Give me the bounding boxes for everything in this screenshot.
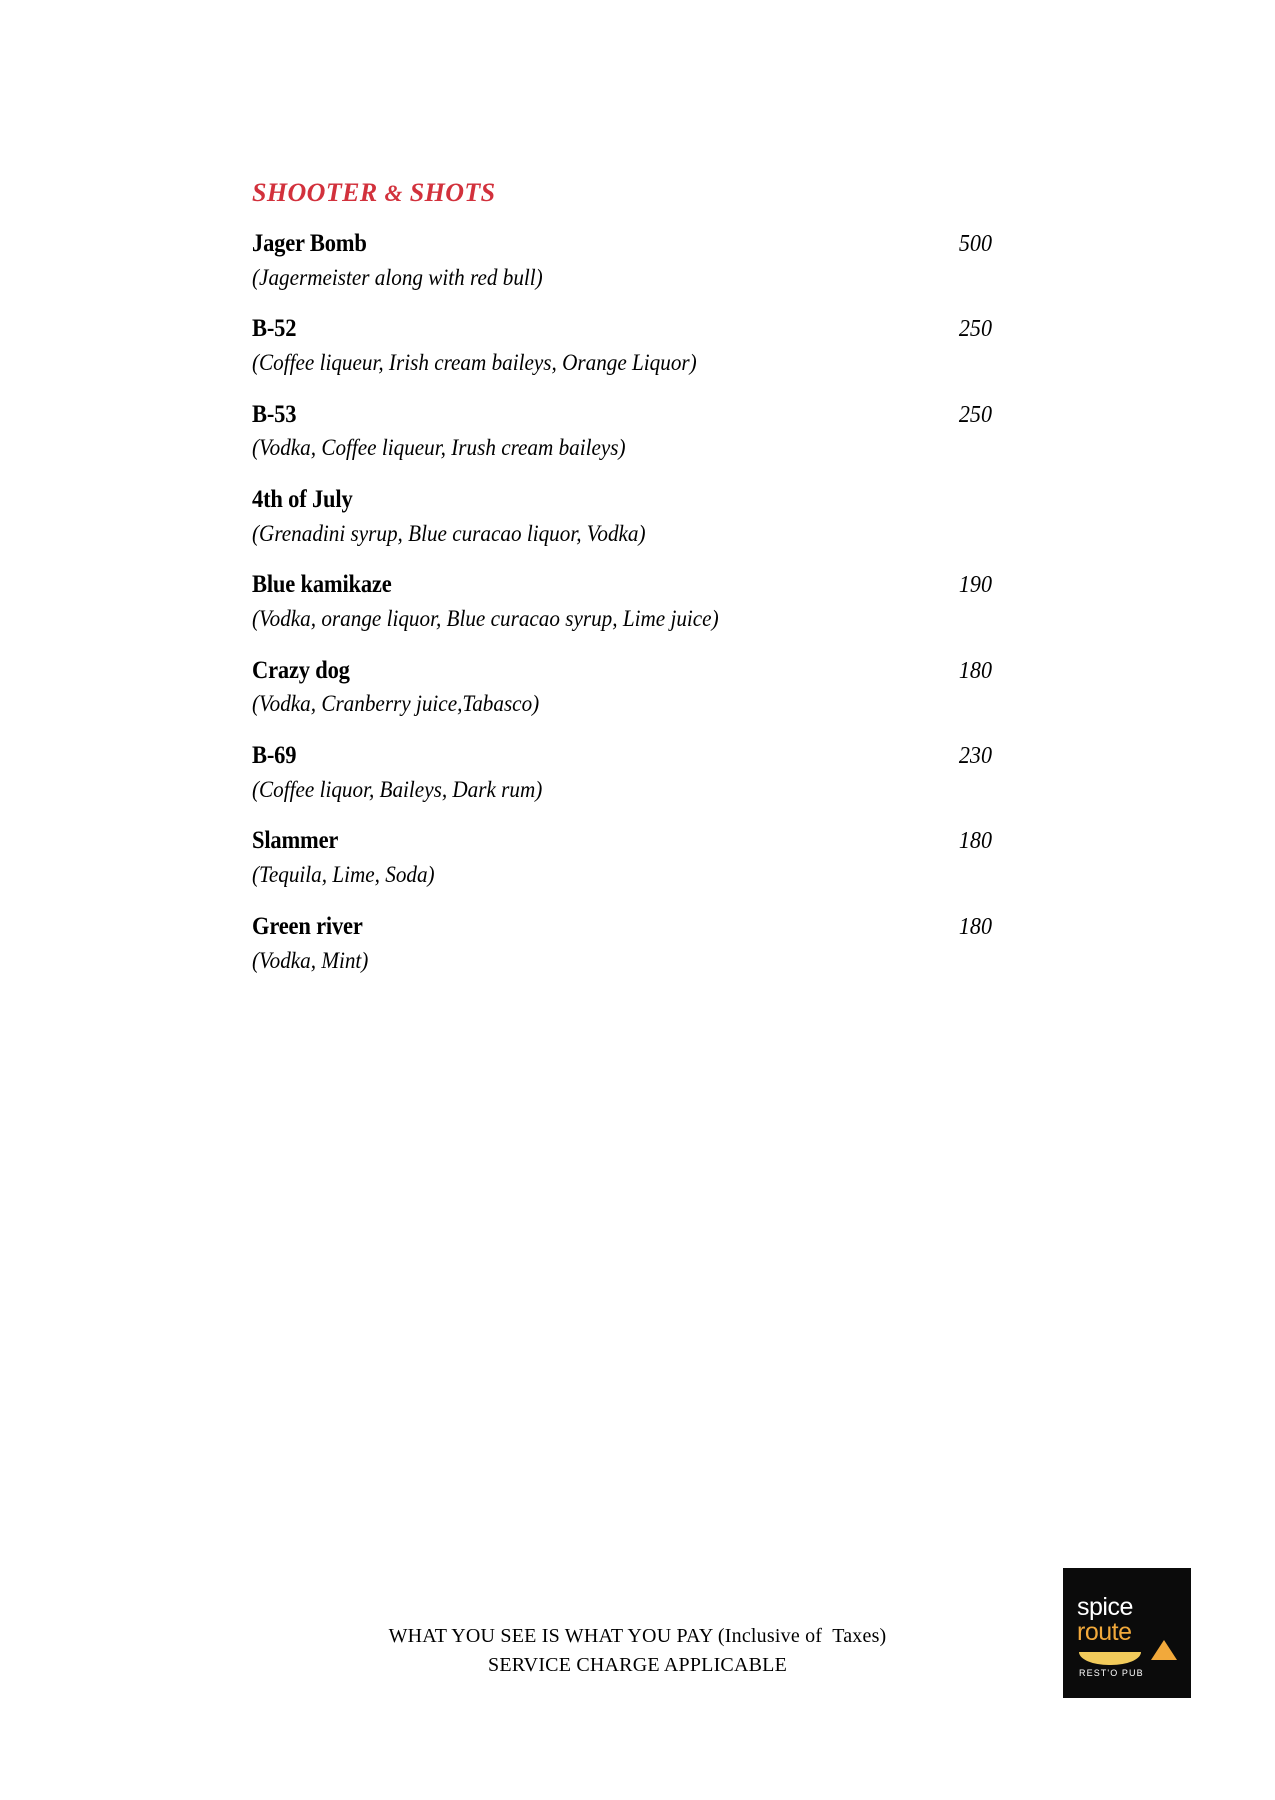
- menu-item-name: B-69: [252, 742, 297, 770]
- menu-item: [252, 230, 992, 291]
- menu-item-price: 180: [958, 828, 992, 855]
- logo-tagline: REST'O PUB: [1079, 1668, 1144, 1678]
- menu-item-name: Jager Bomb: [252, 230, 367, 257]
- section-title-part1: SHOOTER: [252, 178, 378, 207]
- logo-word-route: route: [1077, 1617, 1132, 1646]
- menu-item-header: [252, 913, 992, 942]
- menu-item: [252, 657, 992, 718]
- menu-item-name: Slammer: [252, 827, 339, 855]
- menu-item-list: [252, 230, 992, 974]
- menu-item: [252, 401, 992, 462]
- menu-item-name: B-52: [252, 315, 297, 343]
- menu-item-name: Green river: [252, 912, 363, 940]
- menu-item-description: (Vodka, orange liquor, Blue curacao syrup, Lime juice): [252, 606, 719, 632]
- menu-item-header: [252, 571, 992, 600]
- menu-item-price: 500: [958, 231, 992, 257]
- menu-item-header: [252, 315, 992, 344]
- menu-item-header: [252, 401, 992, 430]
- menu-item-description: (Coffee liqueur, Irish cream baileys, Orange Liquor): [252, 350, 697, 376]
- menu-item-price: 250: [958, 401, 992, 428]
- spice-route-logo: [1063, 1568, 1191, 1698]
- logo-wordmark: [1077, 1593, 1181, 1646]
- menu-item-price: 230: [958, 743, 992, 770]
- menu-item-name: Blue kamikaze: [252, 571, 392, 599]
- menu-item-price: 250: [958, 316, 992, 343]
- logo-triangle-icon: [1151, 1640, 1177, 1660]
- logo-swoosh-icon: [1079, 1652, 1141, 1665]
- menu-item-price: 180: [958, 657, 992, 684]
- menu-item-header: [252, 827, 992, 856]
- footer-tax-notice: WHAT YOU SEE IS WHAT YOU PAY (Inclusive of Taxes): [388, 1625, 887, 1647]
- menu-item-header: [252, 742, 992, 771]
- menu-item-header: [252, 657, 992, 686]
- menu-item-header: [252, 230, 992, 259]
- menu-item: [252, 486, 992, 547]
- menu-item-price: 180: [958, 913, 992, 940]
- menu-item: [252, 742, 992, 803]
- menu-item-description: (Jagermeister along with red bull): [252, 264, 543, 290]
- menu-item-header: [252, 486, 992, 515]
- menu-item-description: (Vodka, Mint): [252, 947, 369, 973]
- menu-item-name: B-53: [252, 400, 297, 428]
- menu-item-name: 4th of July: [252, 486, 353, 514]
- menu-item: [252, 315, 992, 376]
- menu-item: [252, 913, 992, 974]
- section-title-ampersand: &: [384, 181, 403, 206]
- menu-item-description: (Vodka, Cranberry juice,Tabasco): [252, 691, 540, 717]
- logo-word-spice: spice: [1077, 1593, 1133, 1621]
- menu-item-description: (Grenadini syrup, Blue curacao liquor, Vodka): [252, 520, 646, 546]
- menu-item-description: (Vodka, Coffee liqueur, Irush cream baileys): [252, 435, 626, 461]
- menu-item-price: 190: [958, 572, 992, 599]
- section-title: [252, 178, 992, 208]
- menu-item-description: (Tequila, Lime, Soda): [252, 862, 435, 888]
- section-title-part2: SHOTS: [409, 178, 496, 207]
- menu-section: [252, 178, 992, 998]
- menu-item: [252, 571, 992, 632]
- menu-item: [252, 827, 992, 888]
- menu-item-name: Crazy dog: [252, 656, 350, 684]
- menu-item-description: (Coffee liquor, Baileys, Dark rum): [252, 776, 543, 802]
- footer-service-charge-notice: SERVICE CHARGE APPLICABLE: [488, 1654, 787, 1676]
